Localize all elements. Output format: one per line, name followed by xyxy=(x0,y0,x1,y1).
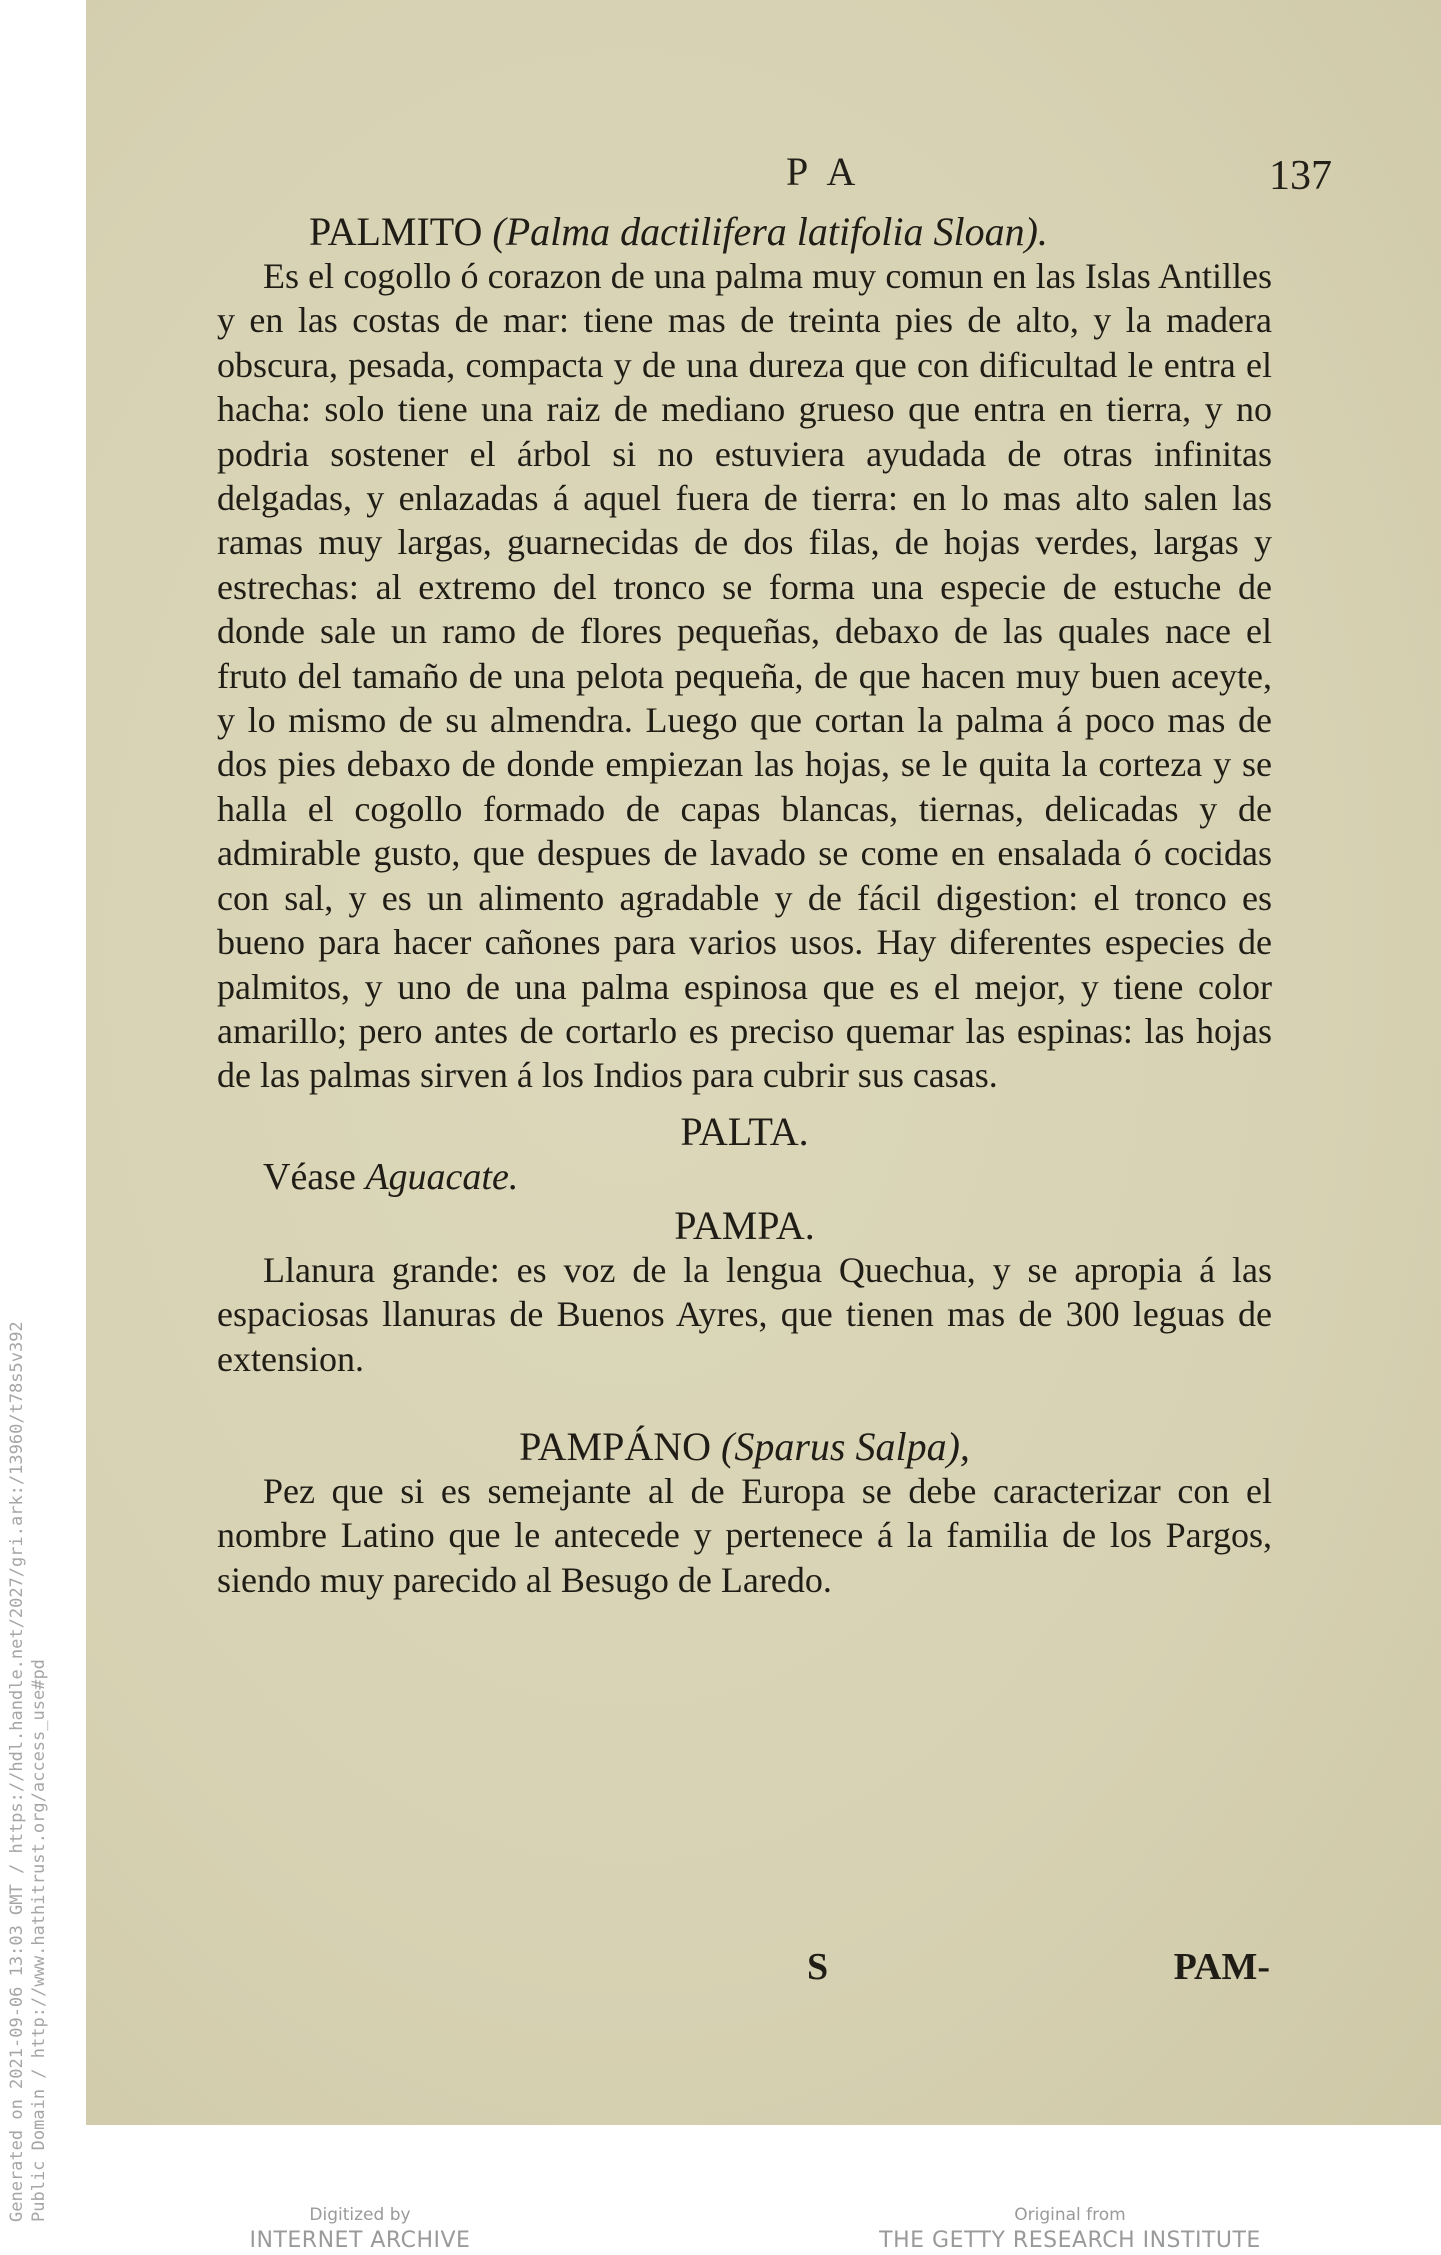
footer-source: THE GETTY RESEARCH INSTITUTE xyxy=(879,2228,1261,2253)
entry-heading-pampano xyxy=(217,1425,1272,1469)
entry-text-pampa: Llanura grande: es voz de la lengua Quechua, y se apropia á las espaciosas llanuras de Buenos Ayres, que tienen mas de 300 leguas de extension. xyxy=(217,1249,1272,1379)
margin-stamp xyxy=(6,1102,50,2222)
see-label: Véase xyxy=(263,1155,356,1198)
signature-mark: S xyxy=(807,1946,829,1988)
margin-stamp-line-2: Public Domain / http://www.hathitrust.org/access_use#pd xyxy=(29,1659,49,2222)
cross-reference xyxy=(217,1154,1272,1200)
margin-stamp-line-1: Generated on 2021-09-06 13:03 GMT / https://hdl.handle.net/2027/gri.ark:/13960/t78s5v392 xyxy=(7,1321,27,2222)
entry-heading-pampa: PAMPA. xyxy=(674,1202,815,1248)
headword: PAMPÁNO xyxy=(519,1423,712,1469)
latin-name: (Sparus Salpa), xyxy=(721,1423,970,1469)
page-content xyxy=(217,210,1272,1602)
footer-label: Digitized by xyxy=(309,2205,411,2225)
latin-name: (Palma dactilifera latifolia Sloan). xyxy=(492,209,1048,254)
entry-text-palmito: Es el cogollo ó corazon de una palma muy comun en las Islas Antilles y en las costas de mar: tiene mas de treinta pies de alto, y la madera obscura, pesada, compacta y de una dureza que con dificultad le entra el hacha: solo tiene una raiz de mediano grueso que entra en tierra, y no podria sostener el árbol si no estuviera ayudada de otras infinitas delgadas, y enlazadas á aquel fuera de tierra: en lo mas alto salen las ramas muy largas, guarnecidas de dos filas, de hojas verdes, largas y estrechas: al extremo del tronco se forma una especie de estuche de donde sale un ramo de flores pequeñas, debaxo de las quales nace el fruto del tamaño de una pelota pequeña, de que hacen muy buen aceyte, y lo mismo de su almendra. Luego que cortan la palma á poco mas de dos pies debaxo de donde empiezan las hojas, se le quita la corteza y se halla el cogollo formado de capas blancas, tiernas, delicadas y de admirable gusto, que despues de lavado se come en ensalada ó cocidas con sal, y es un alimento agradable y de fácil digestion: el tronco es bueno para hacer cañones para varios usos. Hay diferentes especies de palmitos, y uno de una palma espinosa que es el mejor, y tiene color amarillo; pero antes de cortarlo es preciso quemar las espinas: las hojas de las palmas sirven á los Indios para cubrir sus casas. xyxy=(217,256,1272,1096)
footer-original-from xyxy=(870,2204,1270,2255)
catchword: PAM- xyxy=(1173,1946,1270,1988)
footer-digitized-by xyxy=(230,2204,490,2255)
footer-source: INTERNET ARCHIVE xyxy=(249,2228,471,2253)
entry-heading-palmito xyxy=(217,210,1272,254)
running-head: P A xyxy=(786,149,862,194)
page-number: 137 xyxy=(1269,153,1332,199)
entry-heading-palta: PALTA. xyxy=(680,1108,809,1154)
see-reference: Aguacate. xyxy=(365,1155,519,1198)
footer-label: Original from xyxy=(1014,2205,1126,2225)
headword: PALMITO xyxy=(309,209,483,254)
entry-text-pampano: Pez que si es semejante al de Europa se debe caracterizar con el nombre Latino que le antecede y pertenece á la familia de los Pargos, siendo muy parecido al Besugo de Laredo. xyxy=(217,1470,1272,1600)
page-footer-line xyxy=(217,1945,1272,1995)
